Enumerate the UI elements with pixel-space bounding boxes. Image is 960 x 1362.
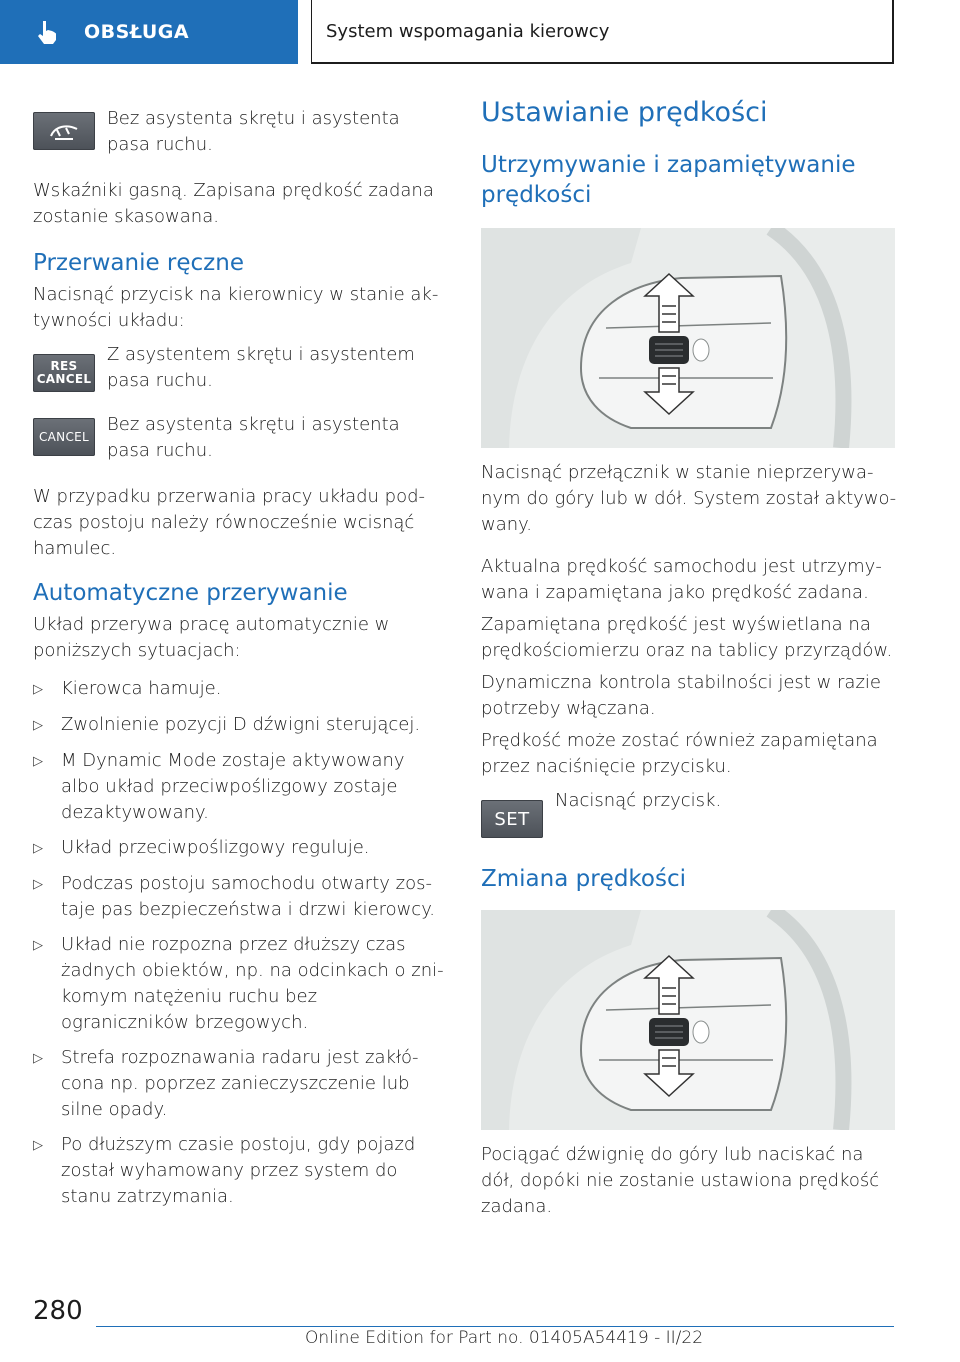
lane-assist-text: Bez asystenta skrętu i asystenta pasa ruchu.	[107, 108, 400, 155]
paragraph-button: Prędkość może zostać również zapamiętana przez naciśnięcie przycisku.	[481, 730, 878, 777]
triangle-bullet-icon: ▷	[33, 938, 43, 953]
steering-wheel-switch-image-2	[481, 910, 895, 1130]
cancel-label: CANCEL	[36, 372, 92, 386]
res-cancel-button-icon	[33, 354, 95, 392]
left-column	[33, 96, 447, 1219]
res-cancel-row	[33, 344, 447, 394]
list-item: ▷ Strefa rozpoznawania radaru jest zakłócona np. poprzez zanieczyszczenie lub silne opady.	[33, 1045, 447, 1123]
heading-change-speed: Zmiana prędkości	[481, 866, 687, 892]
cancel-text: Bez asystenta skrętu i asystenta pasa ruchu.	[107, 414, 400, 461]
list-item: ▷ Układ przeciwpoślizgowy reguluje.	[33, 835, 447, 862]
paragraph-manual: Nacisnąć przycisk na kierownicy w stanie aktywności układu:	[33, 284, 439, 331]
list-item: ▷ Podczas postoju samochodu otwarty zostaje pas bezpieczeństwa i drzwi kierowcy.	[33, 871, 447, 923]
paragraph-auto: Układ przerywa pracę automatycznie w poniższych sytuacjach:	[33, 614, 390, 661]
footer-divider	[96, 1326, 894, 1327]
triangle-bullet-icon: ▷	[33, 682, 43, 697]
heading-set-speed: Ustawianie prędkości	[481, 97, 768, 128]
list-item: ▷ Układ nie rozpozna przez dłuższy czas żadnych obiektów, np. na odcinkach o znikomym natężeniu ruchu bez ograniczników brzegowych.	[33, 932, 447, 1036]
triangle-bullet-icon: ▷	[33, 1138, 43, 1153]
cancel-row	[33, 408, 447, 464]
paragraph-standstill: W przypadku przerwania pracy układu podczas postoju należy równocześnie wcisnąć hamulec.	[33, 486, 426, 559]
triangle-bullet-icon: ▷	[33, 877, 43, 892]
list-item: ▷ Po dłuższym czasie postoju, gdy pojazd został wyhamowany przez system do stanu zatrzymania.	[33, 1132, 447, 1210]
lane-assist-icon	[33, 112, 95, 150]
set-row	[481, 790, 897, 838]
edition-footer: Online Edition for Part no. 01405A54419 - II/22	[305, 1328, 704, 1348]
list-item: ▷ M Dynamic Mode zostaje aktywowany albo układ przeciwpoślizgowy zostaje dezaktywowany.	[33, 748, 447, 826]
triangle-bullet-icon: ▷	[33, 841, 43, 856]
heading-manual-interrupt: Przerwanie ręczne	[33, 250, 244, 276]
heading-hold-speed: Utrzymywanie i zapamiętywanie prędkości	[481, 152, 856, 208]
paragraph-change: Pociągać dźwignię do góry lub naciskać na dół, dopóki nie zostanie ustawiona prędkość zadana.	[481, 1144, 880, 1217]
list-item: ▷ Kierowca hamuje.	[33, 676, 447, 703]
res-label: RES	[50, 359, 78, 373]
set-button-icon: SET	[481, 800, 543, 838]
triangle-bullet-icon: ▷	[33, 1051, 43, 1066]
list-item: ▷ Zwolnienie pozycji D dźwigni sterującej.	[33, 712, 447, 739]
section-tab[interactable]	[0, 0, 298, 64]
section-label: OBSŁUGA	[84, 21, 190, 43]
right-column	[481, 96, 897, 1220]
paragraph-indicators: Wskaźniki gasną. Zapisana prędkość zadana zostanie skasowana.	[33, 180, 434, 227]
paragraph-current-speed: Aktualna prędkość samochodu jest utrzymywana i zapamiętana jako prędkość zadana.	[481, 556, 882, 603]
lane-assist-row	[33, 102, 447, 158]
paragraph-display: Zapamiętana prędkość jest wyświetlana na prędkościomierzu oraz na tablicy przyrządów.	[481, 614, 893, 661]
steering-wheel-switch-image-1	[481, 228, 895, 448]
hand-pointer-icon	[34, 18, 62, 46]
interrupt-conditions-list	[33, 676, 447, 1210]
triangle-bullet-icon: ▷	[33, 754, 43, 769]
cancel-button-icon: CANCEL	[33, 418, 95, 456]
page-number: 280	[33, 1296, 83, 1326]
res-cancel-text: Z asystentem skrętu i asystentem pasa ruchu.	[107, 344, 415, 391]
paragraph-dsc: Dynamiczna kontrola stabilności jest w razie potrzeby włączana.	[481, 672, 881, 719]
set-text: Nacisnąć przycisk.	[555, 790, 722, 811]
heading-auto-interrupt: Automatyczne przerywanie	[33, 580, 348, 606]
chapter-title: System wspomagania kierowcy	[311, 0, 894, 64]
triangle-bullet-icon: ▷	[33, 718, 43, 733]
paragraph-switch: Nacisnąć przełącznik w stanie nieprzerywanym do góry lub w dół. System został aktywowany.	[481, 462, 897, 535]
